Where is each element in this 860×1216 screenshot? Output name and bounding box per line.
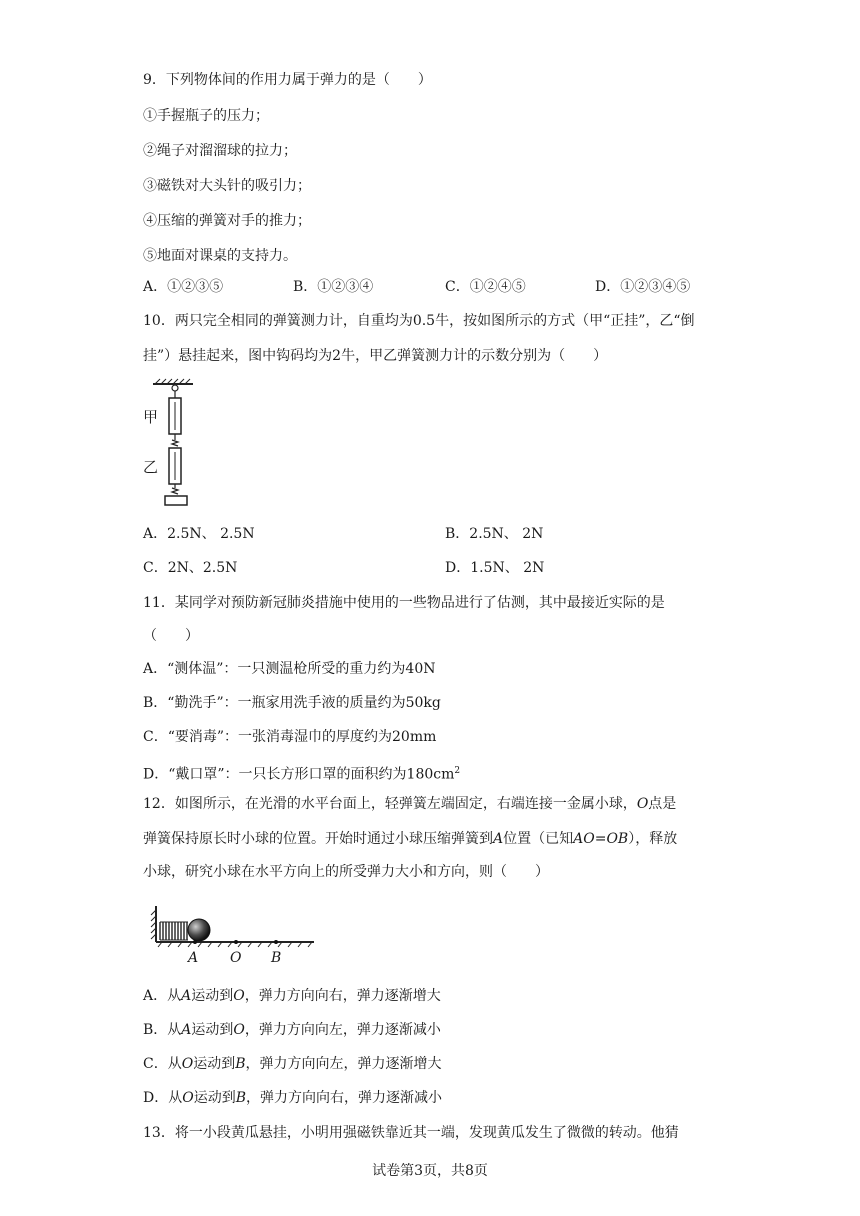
page-footer: 试卷第3页，共8页 xyxy=(372,1163,488,1179)
q11-option-d xyxy=(143,761,460,785)
q10-option-d: D．1.5N、 2N xyxy=(445,560,545,576)
q12-oa-p: A．从 xyxy=(143,988,182,1004)
q11-option-d-text: D．“戴口罩”：一只长方形口罩的面积约为180cm xyxy=(143,766,455,783)
q12-l1b: 点是 xyxy=(648,796,677,812)
q12-l2b: 位置（已知 xyxy=(503,831,574,847)
q12-option-a xyxy=(143,986,441,1006)
q9-option-a: A．①②③⑤ xyxy=(143,279,224,295)
q12-stem-line1 xyxy=(143,794,676,814)
q12-od-v2: B xyxy=(235,1090,247,1106)
q12-stem-line2 xyxy=(143,829,677,849)
q10-option-a: A．2.5N、 2.5N xyxy=(143,526,255,542)
q12-oa-m: 运动到 xyxy=(191,988,234,1004)
q12-option-d xyxy=(143,1088,442,1108)
q10-option-c: C．2N、2.5N xyxy=(143,560,238,576)
q12-oa-v2: O xyxy=(233,988,245,1004)
q9-option-d: D．①②③④⑤ xyxy=(595,279,691,295)
q12-oc-v: O xyxy=(181,1056,194,1072)
q9-stem: 9．下列物体间的作用力属于弹力的是（ ） xyxy=(143,72,432,88)
q12-ob-m: 运动到 xyxy=(191,1022,234,1038)
q12-l2A: A xyxy=(493,831,504,847)
q12-od-v: O xyxy=(182,1090,194,1106)
q12-oa-v: A xyxy=(181,988,192,1004)
label-point-b: B xyxy=(271,950,282,966)
q11-stem-line1: 11．某同学对预防新冠肺炎措施中使用的一些物品进行了估测，其中最接近实际的是 xyxy=(143,595,665,611)
q11-option-a: A．“测体温”：一只测温枪所受的重力约为40N xyxy=(143,661,436,677)
q12-l2a: 弹簧保持原长时小球的位置。开始时通过小球压缩弹簧到 xyxy=(143,831,493,847)
q9-option-b: B．①②③④ xyxy=(293,279,374,295)
q9-item-3: ③磁铁对大头针的吸引力； xyxy=(143,178,311,194)
q12-option-b xyxy=(143,1020,441,1040)
q9-item-1: ①手握瓶子的压力； xyxy=(143,108,269,124)
q13-stem-line1: 13．将一小段黄瓜悬挂，小明用强磁铁靠近其一端，发现黄瓜发生了微微的转动。他猜 xyxy=(143,1125,679,1141)
q9-item-5: ⑤地面对课桌的支持力。 xyxy=(143,248,297,264)
q12-oc-p: C．从 xyxy=(143,1056,182,1072)
q11-option-d-sup: 2 xyxy=(454,766,461,776)
q12-od-m: 运动到 xyxy=(193,1090,236,1106)
q12-od-s: ，弹力方向向右，弹力逐渐减小 xyxy=(246,1090,443,1106)
q12-od-p: D．从 xyxy=(143,1090,183,1106)
q11-option-c: C．“要消毒”：一张消毒湿巾的厚度约为20mm xyxy=(143,729,437,745)
q12-ob-p: B．从 xyxy=(143,1022,182,1038)
q12-option-c xyxy=(143,1054,442,1074)
q12-ob-s: ，弹力方向向左，弹力逐渐减小 xyxy=(244,1022,441,1038)
q12-l1o: O xyxy=(636,796,649,812)
q10-option-b: B．2.5N、 2N xyxy=(445,526,544,542)
label-point-o: O xyxy=(230,950,242,966)
q12-oc-m: 运动到 xyxy=(193,1056,236,1072)
q12-oc-s: ，弹力方向向左，弹力逐渐增大 xyxy=(245,1056,442,1072)
q9-item-2: ②绳子对溜溜球的拉力； xyxy=(143,143,297,159)
spring-scale-diagram xyxy=(143,376,213,512)
q12-stem-line3: 小球，研究小球在水平方向上的所受弹力大小和方向，则（ ） xyxy=(143,864,549,880)
label-point-a: A xyxy=(188,950,199,966)
label-jia: 甲 xyxy=(143,408,159,426)
q12-ob-v: A xyxy=(181,1022,192,1038)
spring-scale-figure xyxy=(143,376,213,512)
q12-oc-v2: B xyxy=(235,1056,246,1072)
label-yi: 乙 xyxy=(143,458,159,476)
q12-l1a: 12．如图所示，在光滑的水平台面上，轻弹簧左端固定，右端连接一金属小球， xyxy=(143,796,637,812)
q9-option-c: C．①②④⑤ xyxy=(445,279,526,295)
q12-l2eq: AO=OB xyxy=(573,831,629,847)
q11-option-b: B．“勤洗手”：一瓶家用洗手液的质量约为50kg xyxy=(143,695,441,711)
q12-ob-v2: O xyxy=(233,1022,245,1038)
q11-stem-line2: （ ） xyxy=(143,628,199,644)
q9-item-4: ④压缩的弹簧对手的推力； xyxy=(143,213,311,229)
q10-stem-line1: 10．两只完全相同的弹簧测力计，自重均为0.5牛，按如图所示的方式（甲“正挂”，乙“倒 xyxy=(143,313,695,329)
q10-stem-line2: 挂”）悬挂起来，图中钩码均为2牛，甲乙弹簧测力计的示数分别为（ ） xyxy=(143,348,608,364)
q12-l2c: ），释放 xyxy=(628,831,678,847)
spring-ball-figure xyxy=(148,900,323,970)
q12-oa-s: ，弹力方向向右，弹力逐渐增大 xyxy=(244,988,441,1004)
